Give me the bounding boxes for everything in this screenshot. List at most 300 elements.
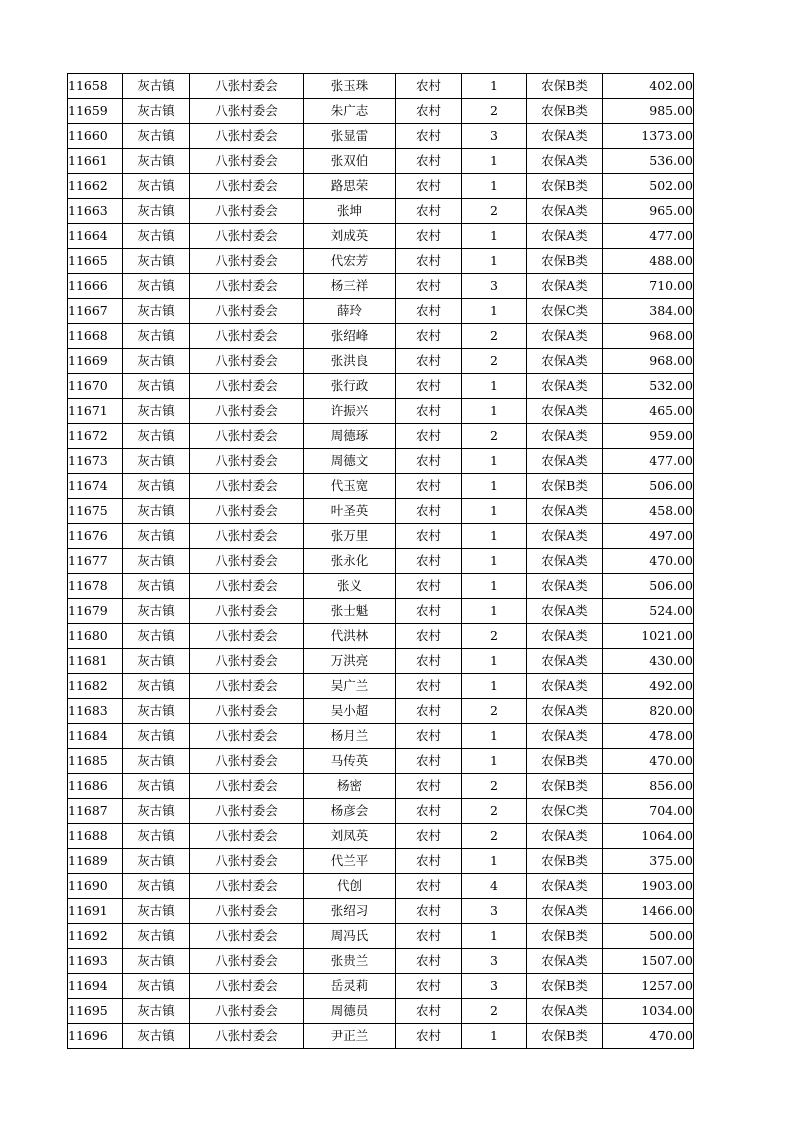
amount-cell: 500.00: [603, 924, 694, 949]
table-row: [68, 899, 694, 924]
household-type-cell: 农村: [396, 649, 462, 674]
household-type-cell: 农村: [396, 274, 462, 299]
insurance-class-cell: 农保A类: [527, 399, 603, 424]
insurance-class-cell: 农保A类: [527, 274, 603, 299]
insurance-class-cell: 农保A类: [527, 149, 603, 174]
household-type-cell: 农村: [396, 424, 462, 449]
insurance-class-cell: 农保A类: [527, 499, 603, 524]
record-number-cell: 11673: [68, 449, 123, 474]
village-committee-cell: 八张村委会: [190, 424, 304, 449]
town-cell: 灰古镇: [123, 849, 190, 874]
insurance-class-cell: 农保A类: [527, 874, 603, 899]
amount-cell: 430.00: [603, 649, 694, 674]
record-number-cell: 11669: [68, 349, 123, 374]
record-number-cell: 11696: [68, 1024, 123, 1049]
insurance-class-cell: 农保B类: [527, 924, 603, 949]
person-name-cell: 周冯氏: [304, 924, 396, 949]
amount-cell: 532.00: [603, 374, 694, 399]
person-name-cell: 杨三祥: [304, 274, 396, 299]
amount-cell: 470.00: [603, 549, 694, 574]
household-type-cell: 农村: [396, 624, 462, 649]
table-row: [68, 824, 694, 849]
village-committee-cell: 八张村委会: [190, 174, 304, 199]
household-size-cell: 2: [462, 349, 527, 374]
table-row: [68, 524, 694, 549]
household-type-cell: 农村: [396, 774, 462, 799]
amount-cell: 856.00: [603, 774, 694, 799]
household-size-cell: 2: [462, 199, 527, 224]
insurance-class-cell: 农保B类: [527, 474, 603, 499]
table-row: [68, 74, 694, 99]
household-size-cell: 1: [462, 574, 527, 599]
person-name-cell: 张行政: [304, 374, 396, 399]
table-row: [68, 374, 694, 399]
town-cell: 灰古镇: [123, 524, 190, 549]
household-size-cell: 1: [462, 74, 527, 99]
table-row: [68, 299, 694, 324]
table-body: [68, 74, 694, 1049]
amount-cell: 968.00: [603, 324, 694, 349]
person-name-cell: 张绍峰: [304, 324, 396, 349]
town-cell: 灰古镇: [123, 899, 190, 924]
record-number-cell: 11663: [68, 199, 123, 224]
insurance-class-cell: 农保A类: [527, 199, 603, 224]
insurance-class-cell: 农保A类: [527, 824, 603, 849]
table-row: [68, 274, 694, 299]
insurance-class-cell: 农保A类: [527, 349, 603, 374]
household-type-cell: 农村: [396, 1024, 462, 1049]
household-size-cell: 1: [462, 599, 527, 624]
table-row: [68, 649, 694, 674]
amount-cell: 1021.00: [603, 624, 694, 649]
beneficiary-table: [67, 73, 694, 1049]
amount-cell: 1373.00: [603, 124, 694, 149]
household-type-cell: 农村: [396, 999, 462, 1024]
person-name-cell: 张玉珠: [304, 74, 396, 99]
household-size-cell: 3: [462, 274, 527, 299]
table-row: [68, 874, 694, 899]
household-size-cell: 2: [462, 999, 527, 1024]
village-committee-cell: 八张村委会: [190, 474, 304, 499]
town-cell: 灰古镇: [123, 574, 190, 599]
household-size-cell: 1: [462, 849, 527, 874]
household-type-cell: 农村: [396, 724, 462, 749]
household-type-cell: 农村: [396, 124, 462, 149]
record-number-cell: 11659: [68, 99, 123, 124]
household-type-cell: 农村: [396, 849, 462, 874]
record-number-cell: 11686: [68, 774, 123, 799]
village-committee-cell: 八张村委会: [190, 249, 304, 274]
town-cell: 灰古镇: [123, 399, 190, 424]
household-size-cell: 2: [462, 424, 527, 449]
record-number-cell: 11671: [68, 399, 123, 424]
table-row: [68, 174, 694, 199]
village-committee-cell: 八张村委会: [190, 774, 304, 799]
record-number-cell: 11681: [68, 649, 123, 674]
insurance-class-cell: 农保C类: [527, 299, 603, 324]
town-cell: 灰古镇: [123, 424, 190, 449]
insurance-class-cell: 农保B类: [527, 974, 603, 999]
village-committee-cell: 八张村委会: [190, 824, 304, 849]
household-type-cell: 农村: [396, 224, 462, 249]
insurance-class-cell: 农保B类: [527, 1024, 603, 1049]
household-type-cell: 农村: [396, 149, 462, 174]
village-committee-cell: 八张村委会: [190, 299, 304, 324]
household-type-cell: 农村: [396, 249, 462, 274]
household-size-cell: 2: [462, 774, 527, 799]
person-name-cell: 周德员: [304, 999, 396, 1024]
table-row: [68, 999, 694, 1024]
amount-cell: 375.00: [603, 849, 694, 874]
table-row: [68, 674, 694, 699]
household-type-cell: 农村: [396, 599, 462, 624]
village-committee-cell: 八张村委会: [190, 724, 304, 749]
record-number-cell: 11670: [68, 374, 123, 399]
table-row: [68, 549, 694, 574]
record-number-cell: 11695: [68, 999, 123, 1024]
household-size-cell: 4: [462, 874, 527, 899]
village-committee-cell: 八张村委会: [190, 899, 304, 924]
amount-cell: 1257.00: [603, 974, 694, 999]
insurance-class-cell: 农保A类: [527, 549, 603, 574]
household-type-cell: 农村: [396, 499, 462, 524]
record-number-cell: 11665: [68, 249, 123, 274]
record-number-cell: 11685: [68, 749, 123, 774]
household-size-cell: 3: [462, 899, 527, 924]
town-cell: 灰古镇: [123, 274, 190, 299]
town-cell: 灰古镇: [123, 724, 190, 749]
household-type-cell: 农村: [396, 799, 462, 824]
amount-cell: 536.00: [603, 149, 694, 174]
household-size-cell: 1: [462, 499, 527, 524]
village-committee-cell: 八张村委会: [190, 674, 304, 699]
record-number-cell: 11667: [68, 299, 123, 324]
table-row: [68, 249, 694, 274]
person-name-cell: 张士魁: [304, 599, 396, 624]
insurance-class-cell: 农保A类: [527, 699, 603, 724]
town-cell: 灰古镇: [123, 924, 190, 949]
village-committee-cell: 八张村委会: [190, 849, 304, 874]
record-number-cell: 11668: [68, 324, 123, 349]
person-name-cell: 尹正兰: [304, 1024, 396, 1049]
insurance-class-cell: 农保A类: [527, 899, 603, 924]
table-row: [68, 424, 694, 449]
village-committee-cell: 八张村委会: [190, 274, 304, 299]
amount-cell: 477.00: [603, 449, 694, 474]
person-name-cell: 刘凤英: [304, 824, 396, 849]
household-type-cell: 农村: [396, 399, 462, 424]
town-cell: 灰古镇: [123, 649, 190, 674]
person-name-cell: 张洪良: [304, 349, 396, 374]
person-name-cell: 代玉宽: [304, 474, 396, 499]
insurance-class-cell: 农保A类: [527, 999, 603, 1024]
person-name-cell: 杨密: [304, 774, 396, 799]
household-type-cell: 农村: [396, 924, 462, 949]
amount-cell: 820.00: [603, 699, 694, 724]
record-number-cell: 11691: [68, 899, 123, 924]
record-number-cell: 11689: [68, 849, 123, 874]
amount-cell: 959.00: [603, 424, 694, 449]
insurance-class-cell: 农保A类: [527, 424, 603, 449]
household-type-cell: 农村: [396, 674, 462, 699]
household-size-cell: 1: [462, 649, 527, 674]
village-committee-cell: 八张村委会: [190, 649, 304, 674]
person-name-cell: 薛玲: [304, 299, 396, 324]
household-type-cell: 农村: [396, 974, 462, 999]
village-committee-cell: 八张村委会: [190, 949, 304, 974]
table-row: [68, 849, 694, 874]
household-type-cell: 农村: [396, 899, 462, 924]
town-cell: 灰古镇: [123, 874, 190, 899]
record-number-cell: 11683: [68, 699, 123, 724]
amount-cell: 1903.00: [603, 874, 694, 899]
household-type-cell: 农村: [396, 524, 462, 549]
household-type-cell: 农村: [396, 199, 462, 224]
table-row: [68, 774, 694, 799]
household-type-cell: 农村: [396, 174, 462, 199]
person-name-cell: 周德琢: [304, 424, 396, 449]
table-row: [68, 574, 694, 599]
village-committee-cell: 八张村委会: [190, 74, 304, 99]
amount-cell: 710.00: [603, 274, 694, 299]
household-size-cell: 1: [462, 249, 527, 274]
town-cell: 灰古镇: [123, 449, 190, 474]
village-committee-cell: 八张村委会: [190, 1024, 304, 1049]
town-cell: 灰古镇: [123, 374, 190, 399]
person-name-cell: 张永化: [304, 549, 396, 574]
table-row: [68, 499, 694, 524]
household-type-cell: 农村: [396, 474, 462, 499]
table-row: [68, 199, 694, 224]
household-type-cell: 农村: [396, 349, 462, 374]
household-size-cell: 1: [462, 674, 527, 699]
person-name-cell: 张义: [304, 574, 396, 599]
amount-cell: 1034.00: [603, 999, 694, 1024]
record-number-cell: 11677: [68, 549, 123, 574]
village-committee-cell: 八张村委会: [190, 749, 304, 774]
record-number-cell: 11680: [68, 624, 123, 649]
household-size-cell: 3: [462, 949, 527, 974]
amount-cell: 506.00: [603, 474, 694, 499]
household-type-cell: 农村: [396, 874, 462, 899]
insurance-class-cell: 农保A类: [527, 649, 603, 674]
town-cell: 灰古镇: [123, 774, 190, 799]
person-name-cell: 张贵兰: [304, 949, 396, 974]
record-number-cell: 11693: [68, 949, 123, 974]
amount-cell: 965.00: [603, 199, 694, 224]
person-name-cell: 马传英: [304, 749, 396, 774]
amount-cell: 968.00: [603, 349, 694, 374]
household-size-cell: 1: [462, 924, 527, 949]
person-name-cell: 代兰平: [304, 849, 396, 874]
village-committee-cell: 八张村委会: [190, 924, 304, 949]
town-cell: 灰古镇: [123, 149, 190, 174]
village-committee-cell: 八张村委会: [190, 599, 304, 624]
household-size-cell: 1: [462, 299, 527, 324]
household-size-cell: 2: [462, 799, 527, 824]
amount-cell: 1466.00: [603, 899, 694, 924]
insurance-class-cell: 农保A类: [527, 449, 603, 474]
person-name-cell: 杨彦会: [304, 799, 396, 824]
table-row: [68, 1024, 694, 1049]
record-number-cell: 11660: [68, 124, 123, 149]
insurance-class-cell: 农保B类: [527, 849, 603, 874]
village-committee-cell: 八张村委会: [190, 874, 304, 899]
household-type-cell: 农村: [396, 74, 462, 99]
person-name-cell: 代洪林: [304, 624, 396, 649]
town-cell: 灰古镇: [123, 749, 190, 774]
village-committee-cell: 八张村委会: [190, 549, 304, 574]
table-row: [68, 224, 694, 249]
amount-cell: 465.00: [603, 399, 694, 424]
town-cell: 灰古镇: [123, 1024, 190, 1049]
household-size-cell: 1: [462, 399, 527, 424]
record-number-cell: 11675: [68, 499, 123, 524]
household-size-cell: 2: [462, 824, 527, 849]
insurance-class-cell: 农保A类: [527, 624, 603, 649]
person-name-cell: 张坤: [304, 199, 396, 224]
town-cell: 灰古镇: [123, 99, 190, 124]
person-name-cell: 路思荣: [304, 174, 396, 199]
insurance-class-cell: 农保A类: [527, 949, 603, 974]
table-row: [68, 399, 694, 424]
household-size-cell: 1: [462, 449, 527, 474]
person-name-cell: 张显雷: [304, 124, 396, 149]
table-row: [68, 599, 694, 624]
record-number-cell: 11688: [68, 824, 123, 849]
person-name-cell: 刘成英: [304, 224, 396, 249]
person-name-cell: 万洪亮: [304, 649, 396, 674]
insurance-class-cell: 农保B类: [527, 99, 603, 124]
town-cell: 灰古镇: [123, 999, 190, 1024]
table-row: [68, 99, 694, 124]
insurance-class-cell: 农保A类: [527, 574, 603, 599]
village-committee-cell: 八张村委会: [190, 99, 304, 124]
table-row: [68, 324, 694, 349]
village-committee-cell: 八张村委会: [190, 499, 304, 524]
town-cell: 灰古镇: [123, 199, 190, 224]
town-cell: 灰古镇: [123, 624, 190, 649]
person-name-cell: 周德文: [304, 449, 396, 474]
person-name-cell: 代宏芳: [304, 249, 396, 274]
table-row: [68, 799, 694, 824]
household-size-cell: 1: [462, 374, 527, 399]
record-number-cell: 11674: [68, 474, 123, 499]
amount-cell: 402.00: [603, 74, 694, 99]
household-size-cell: 2: [462, 99, 527, 124]
town-cell: 灰古镇: [123, 74, 190, 99]
insurance-class-cell: 农保A类: [527, 324, 603, 349]
insurance-class-cell: 农保B类: [527, 749, 603, 774]
village-committee-cell: 八张村委会: [190, 149, 304, 174]
amount-cell: 497.00: [603, 524, 694, 549]
amount-cell: 985.00: [603, 99, 694, 124]
insurance-class-cell: 农保A类: [527, 674, 603, 699]
amount-cell: 384.00: [603, 299, 694, 324]
household-type-cell: 农村: [396, 299, 462, 324]
household-size-cell: 2: [462, 324, 527, 349]
amount-cell: 506.00: [603, 574, 694, 599]
table-row: [68, 624, 694, 649]
household-type-cell: 农村: [396, 949, 462, 974]
household-type-cell: 农村: [396, 574, 462, 599]
household-size-cell: 3: [462, 974, 527, 999]
town-cell: 灰古镇: [123, 249, 190, 274]
table-row: [68, 149, 694, 174]
table-row: [68, 924, 694, 949]
record-number-cell: 11682: [68, 674, 123, 699]
town-cell: 灰古镇: [123, 949, 190, 974]
insurance-class-cell: 农保A类: [527, 224, 603, 249]
household-size-cell: 1: [462, 174, 527, 199]
household-type-cell: 农村: [396, 549, 462, 574]
record-number-cell: 11664: [68, 224, 123, 249]
village-committee-cell: 八张村委会: [190, 699, 304, 724]
record-number-cell: 11672: [68, 424, 123, 449]
household-size-cell: 1: [462, 474, 527, 499]
insurance-class-cell: 农保B类: [527, 74, 603, 99]
village-committee-cell: 八张村委会: [190, 374, 304, 399]
town-cell: 灰古镇: [123, 349, 190, 374]
table-row: [68, 974, 694, 999]
household-type-cell: 农村: [396, 449, 462, 474]
insurance-class-cell: 农保A类: [527, 524, 603, 549]
town-cell: 灰古镇: [123, 799, 190, 824]
village-committee-cell: 八张村委会: [190, 574, 304, 599]
amount-cell: 1064.00: [603, 824, 694, 849]
amount-cell: 488.00: [603, 249, 694, 274]
household-size-cell: 1: [462, 149, 527, 174]
village-committee-cell: 八张村委会: [190, 799, 304, 824]
town-cell: 灰古镇: [123, 674, 190, 699]
amount-cell: 478.00: [603, 724, 694, 749]
record-number-cell: 11679: [68, 599, 123, 624]
household-type-cell: 农村: [396, 374, 462, 399]
village-committee-cell: 八张村委会: [190, 449, 304, 474]
person-name-cell: 杨月兰: [304, 724, 396, 749]
household-size-cell: 2: [462, 624, 527, 649]
table-row: [68, 124, 694, 149]
table-row: [68, 699, 694, 724]
household-type-cell: 农村: [396, 99, 462, 124]
household-size-cell: 1: [462, 549, 527, 574]
insurance-class-cell: 农保A类: [527, 599, 603, 624]
table-row: [68, 724, 694, 749]
person-name-cell: 许振兴: [304, 399, 396, 424]
village-committee-cell: 八张村委会: [190, 399, 304, 424]
household-size-cell: 1: [462, 1024, 527, 1049]
household-size-cell: 1: [462, 224, 527, 249]
record-number-cell: 11661: [68, 149, 123, 174]
insurance-class-cell: 农保B类: [527, 174, 603, 199]
village-committee-cell: 八张村委会: [190, 999, 304, 1024]
table-row: [68, 749, 694, 774]
person-name-cell: 朱广志: [304, 99, 396, 124]
table-row: [68, 349, 694, 374]
insurance-class-cell: 农保A类: [527, 374, 603, 399]
household-size-cell: 1: [462, 724, 527, 749]
person-name-cell: 吴广兰: [304, 674, 396, 699]
town-cell: 灰古镇: [123, 549, 190, 574]
person-name-cell: 吴小超: [304, 699, 396, 724]
town-cell: 灰古镇: [123, 299, 190, 324]
person-name-cell: 岳灵莉: [304, 974, 396, 999]
insurance-class-cell: 农保A类: [527, 124, 603, 149]
amount-cell: 477.00: [603, 224, 694, 249]
person-name-cell: 叶圣英: [304, 499, 396, 524]
record-number-cell: 11694: [68, 974, 123, 999]
town-cell: 灰古镇: [123, 474, 190, 499]
